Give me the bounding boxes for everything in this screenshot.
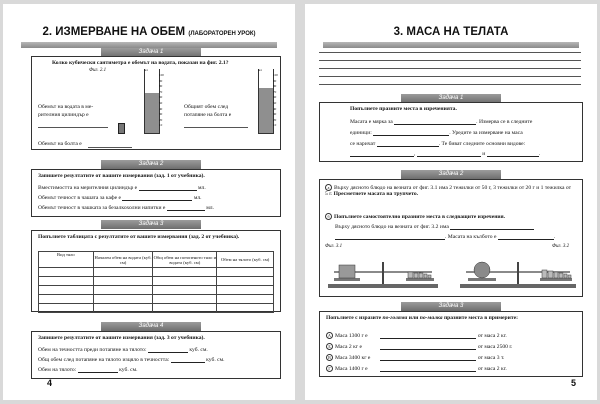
col-header-body: Вид тяло — [39, 252, 94, 268]
task3-item-b — [326, 343, 512, 350]
task3-header: Задача 3 — [401, 302, 501, 311]
tick: 10 — [159, 123, 163, 128]
text: Масата е мярка за — [350, 119, 393, 125]
answer-line[interactable] — [139, 184, 197, 191]
task3-item-a — [326, 332, 507, 339]
text: Върху дясното блюдо на везната от фиг. 3.2 има — [335, 224, 449, 230]
water-level-2 — [259, 88, 273, 133]
answer-line[interactable] — [380, 365, 476, 372]
text-a2: рителния цилиндър е — [38, 112, 89, 118]
label-a: а — [325, 184, 332, 191]
text: Маса 1400 г е — [335, 365, 368, 372]
task1-sentence-2 — [350, 129, 523, 136]
task1-sentence-4: , и . — [350, 150, 540, 157]
task2-line-3-text: Обемът течност в чашката за безалкохолни напитки е — [38, 205, 166, 211]
label: Г — [326, 365, 333, 372]
answer-line[interactable] — [498, 233, 554, 240]
table-cell[interactable] — [93, 277, 153, 286]
tick: 90 — [273, 78, 277, 83]
measuring-cylinder-2 — [258, 69, 274, 134]
cylinder-1-scale — [159, 73, 164, 129]
answer-line-b[interactable] — [184, 127, 248, 128]
task3-item-c — [326, 354, 504, 361]
text: Маса 3400 кг е — [335, 354, 371, 361]
left-page — [3, 4, 295, 400]
task2-line-1 — [38, 184, 206, 191]
balance-scales-figure — [324, 250, 578, 294]
tick: 40 — [273, 106, 277, 111]
table-cell[interactable] — [39, 304, 94, 313]
table-cell[interactable] — [93, 286, 153, 295]
answer-line[interactable] — [171, 356, 205, 363]
fig-3-2-label: Фиг. 3.2 — [552, 244, 570, 249]
table-cell[interactable] — [217, 268, 274, 277]
tick: 70 — [273, 89, 277, 94]
table-cell[interactable] — [153, 286, 217, 295]
table-cell[interactable] — [93, 295, 153, 304]
task2-line-3 — [38, 204, 214, 211]
answer-line[interactable] — [417, 150, 481, 157]
task2-item-a — [325, 184, 575, 197]
answer-line[interactable] — [487, 150, 539, 157]
table-cell[interactable] — [39, 286, 94, 295]
page-title — [3, 26, 295, 40]
task1-sentence-1 — [350, 118, 532, 125]
tick: 90 — [159, 78, 163, 83]
task2-b-line2: . Масата на кълбото е . — [335, 233, 555, 240]
answer-line[interactable] — [122, 194, 192, 201]
tick: 30 — [159, 112, 163, 117]
answer-line[interactable] — [377, 140, 439, 147]
text: и — [482, 151, 486, 157]
task4-line-2 — [38, 356, 225, 363]
table-cell[interactable] — [217, 277, 274, 286]
table-cell[interactable] — [217, 304, 274, 313]
text-a1: Обемът на водата в ме- — [38, 104, 94, 110]
text: от маса 2 кг. — [477, 365, 507, 372]
text: по-малка — [419, 315, 443, 321]
writing-line[interactable] — [319, 52, 581, 53]
col-header-body-volume: Обем на тялото (куб. см) — [217, 252, 274, 268]
text: от маса 2 кг. — [477, 332, 507, 339]
text-b1: Общият обем след — [184, 104, 229, 110]
text: Върху дясното блюдо на везната от фиг. 3.1 има 2 тежилки от 50 г, 3 тежилки от 20 г и 1 тежилка от 5 г. — [325, 184, 572, 197]
tick: 50 — [273, 100, 277, 105]
task3-box — [31, 230, 281, 312]
task4-line-3-text: Обем на тялото: — [38, 367, 77, 373]
balance-scale-1-icon — [328, 262, 438, 288]
task2-b-text — [335, 223, 534, 230]
task4-line-1-text: Обем на течността преди потапяне на тялото: — [38, 347, 147, 353]
task2-header: Задача 2 — [401, 170, 501, 179]
tick: 60 — [159, 95, 163, 100]
cylinder-2-unit: мл — [258, 68, 262, 72]
task4-header: Задача 4 — [101, 322, 201, 331]
answer-line-a[interactable] — [38, 127, 108, 128]
task1-intro: Попълнете празните места в изреченията. — [350, 106, 457, 112]
tick: 10 — [273, 123, 277, 128]
writing-line[interactable] — [319, 60, 581, 61]
answer-line[interactable] — [335, 233, 445, 240]
task4-intro: Запишете резултатите от вашите измервания (зад. 3 от учебника). — [38, 335, 205, 341]
answer-line-c[interactable] — [88, 147, 132, 148]
text: . Те биват следните основни видове: — [438, 141, 526, 147]
unit: мл. — [206, 205, 214, 211]
table-cell[interactable] — [153, 268, 217, 277]
text: . Измерва се в следните — [476, 119, 533, 125]
table-cell[interactable] — [39, 268, 94, 277]
table-cell[interactable] — [217, 286, 274, 295]
answer-line[interactable] — [394, 118, 476, 125]
text: по-голяма — [382, 315, 408, 321]
col-header-initial-volume: Начален обем на водата (куб. см) — [93, 252, 153, 268]
text: или — [408, 315, 419, 321]
task2-item-b — [325, 213, 505, 220]
tick: 100 — [273, 73, 278, 77]
task1-header: Задача 1 — [401, 94, 501, 103]
fig-2-1-label: Фиг. 2.1 — [89, 68, 107, 73]
label: В — [326, 354, 333, 361]
text: се наричат — [350, 141, 376, 147]
task2-line-1-text: Вместимостта на мерителния цилиндър е — [38, 185, 138, 191]
cylinder-1-unit: мл — [144, 68, 148, 72]
task2-line-2 — [38, 194, 202, 201]
table-cell[interactable] — [93, 304, 153, 313]
task3-item-d — [326, 365, 507, 372]
writing-line[interactable] — [319, 68, 581, 69]
label: А — [326, 332, 333, 339]
task4-box — [31, 331, 281, 379]
task1-box — [31, 56, 281, 150]
writing-line[interactable] — [319, 84, 581, 85]
task3-intro — [326, 315, 518, 321]
page-title-text: 2. ИЗМЕРВАНЕ НА ОБЕМ — [42, 26, 186, 38]
text-c: Обемът на болта е — [38, 141, 82, 147]
tick: 50 — [159, 100, 163, 105]
tick: 100 — [159, 73, 164, 77]
page-title: 3. МАСА НА ТЕЛАТА — [393, 26, 509, 38]
balance-scale-2-icon — [460, 262, 576, 288]
task2-box — [31, 169, 281, 217]
task4-line-1 — [38, 346, 208, 353]
tick: 40 — [159, 106, 163, 111]
label: Б — [326, 343, 333, 350]
tick: 80 — [273, 84, 277, 89]
table-cell[interactable] — [153, 277, 217, 286]
page-number: 5 — [571, 378, 577, 388]
unit: мл. — [197, 185, 206, 191]
answer-line[interactable] — [380, 332, 476, 339]
table-cell[interactable] — [153, 304, 217, 313]
task2-line-2-text: Обемът течност в чашата за кафе е — [38, 195, 121, 201]
tick: 60 — [273, 95, 277, 100]
task2-box — [319, 179, 583, 297]
table-cell[interactable] — [93, 268, 153, 277]
unit: мл. — [193, 195, 202, 201]
tick: 70 — [159, 89, 163, 94]
text: . Уредите за измерване на маса — [449, 130, 523, 136]
text: Маса 1300 г е — [335, 332, 368, 339]
answer-line[interactable] — [373, 129, 449, 136]
unit: куб. см. — [119, 367, 138, 373]
tick: 30 — [273, 112, 277, 117]
task2-header: Задача 2 — [101, 160, 201, 169]
task1-header: Задача 1 — [101, 48, 201, 57]
task3-table — [38, 251, 274, 313]
task3-intro: Попълнете таблицата с резултатите от вашите измервания (зад. 2 от учебника). — [38, 234, 240, 240]
table-cell[interactable] — [39, 295, 94, 304]
task3-header: Задача 3 — [101, 220, 201, 229]
answer-line[interactable] — [380, 343, 476, 350]
water-level-1 — [145, 93, 159, 133]
table-cell[interactable] — [39, 277, 94, 286]
table-cell[interactable] — [153, 295, 217, 304]
tick: 20 — [273, 117, 277, 122]
col-header-total-volume: Общ обем на потопеното тяло и водата (куб. см) — [153, 252, 217, 268]
writing-line[interactable] — [319, 76, 581, 77]
task1-sentence-3 — [350, 140, 525, 147]
answer-line[interactable] — [167, 204, 205, 211]
text: Попълнете самостоятелно празните места в следващите изречения. — [334, 213, 506, 220]
task4-line-2-text: Общ обем след потапяне на тялото изцяло в течността: — [38, 357, 170, 363]
tick: 20 — [159, 117, 163, 122]
answer-line[interactable] — [78, 366, 118, 373]
answer-line[interactable] — [450, 223, 534, 230]
cylinder-2-scale — [273, 73, 278, 129]
right-page — [305, 4, 597, 400]
tick: 80 — [159, 84, 163, 89]
measuring-cylinder-1 — [144, 69, 160, 134]
answer-line[interactable] — [148, 346, 188, 353]
text: от маса 2500 г. — [477, 343, 513, 350]
text-b2: потапяне на болта е — [184, 112, 232, 118]
task1-question: Колко кубически сантиметра е обемът на водата, показан на фиг. 2.1? — [52, 60, 229, 66]
text: . Масата на кълбото е — [445, 234, 497, 240]
label-b: б — [325, 213, 332, 220]
fig-3-1-label: Фиг. 3.1 — [325, 244, 343, 249]
answer-line[interactable] — [380, 354, 476, 361]
unit: куб. см. — [189, 347, 208, 353]
text: празните места в примерите: — [443, 315, 518, 321]
text: Пресметнете масата на трупчето. — [333, 191, 419, 197]
table-cell[interactable] — [217, 295, 274, 304]
text: единици: — [350, 130, 372, 136]
title-underline — [323, 42, 579, 48]
task4-line-3 — [38, 366, 138, 373]
answer-line[interactable] — [350, 150, 414, 157]
bolt-icon — [118, 123, 125, 134]
text: Маса 2 кг е — [335, 343, 362, 350]
page-title-note: (ЛАБОРАТОРЕН УРОК) — [188, 31, 256, 37]
unit: куб. см. — [206, 357, 225, 363]
task2-intro: Запишете резултатите от вашите измервания (зад. 1 от учебника). — [38, 173, 205, 179]
task3-box — [319, 311, 583, 377]
page-number: 4 — [47, 378, 53, 388]
task1-box — [319, 102, 583, 162]
text: Попълнете с изразите — [326, 315, 382, 321]
text: от маса 3 т. — [477, 354, 505, 361]
